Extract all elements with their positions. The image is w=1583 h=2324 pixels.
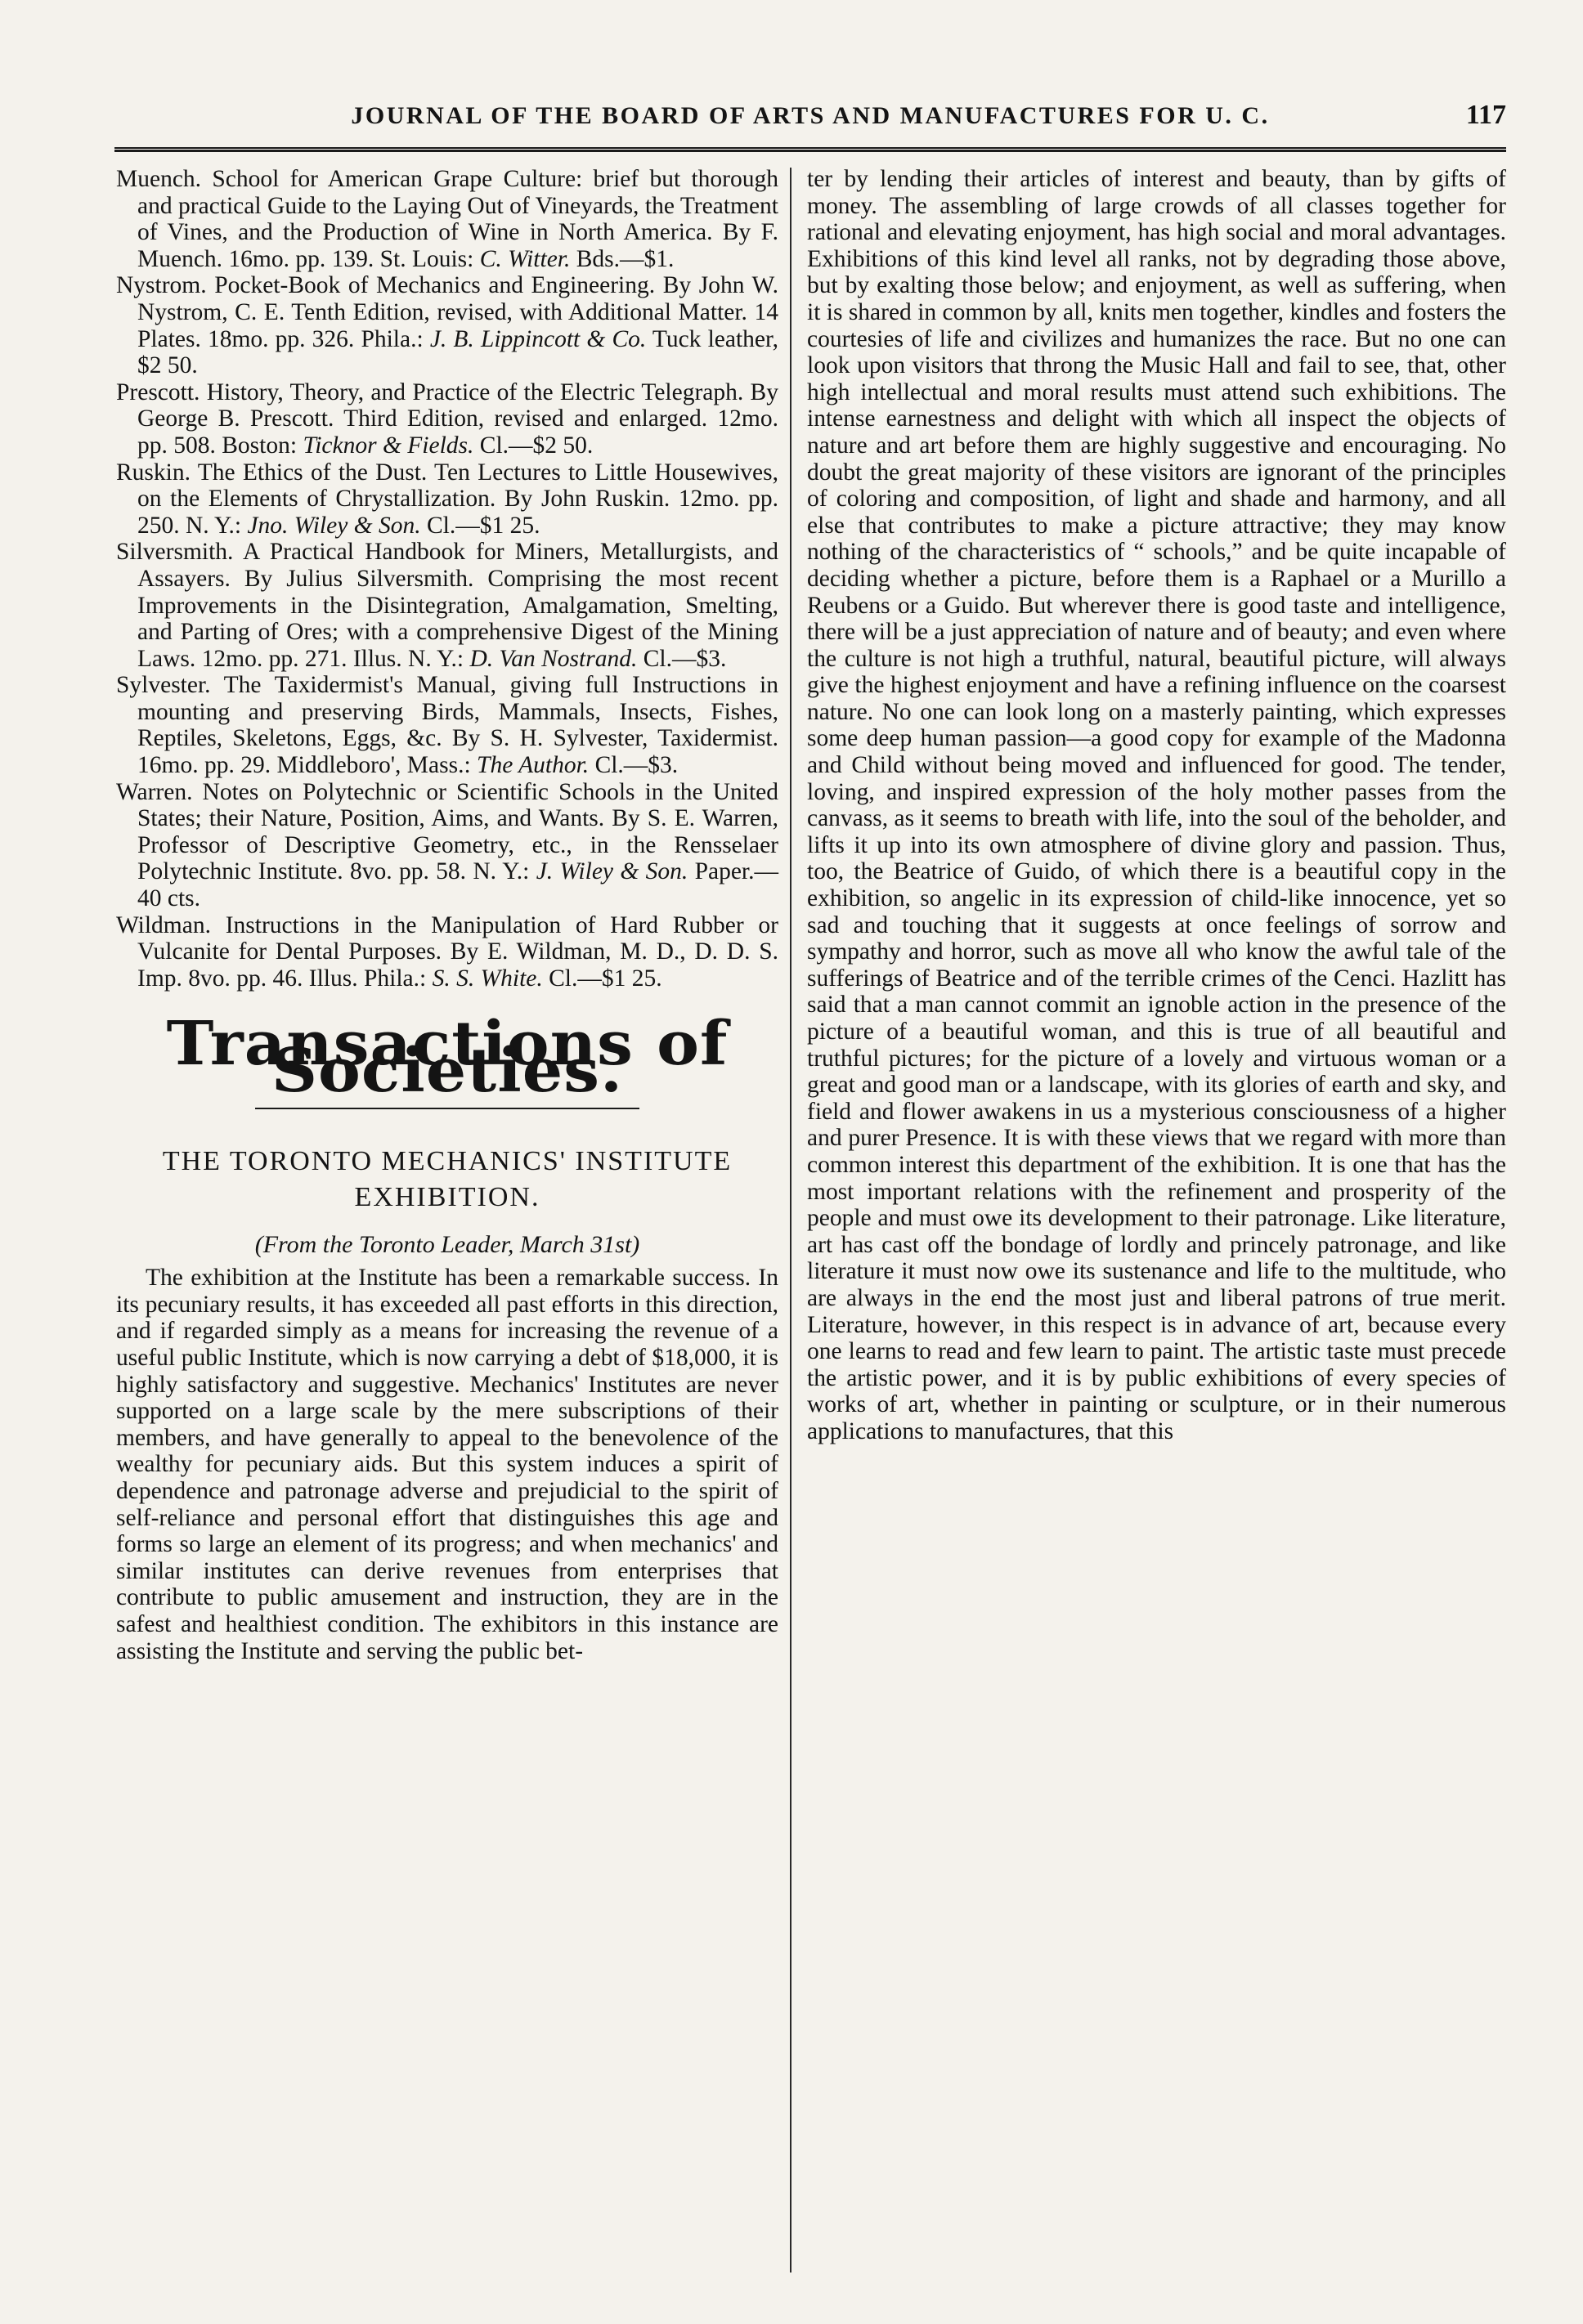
- entry-publisher: D. Van Nostrand.: [469, 645, 638, 672]
- article-continuation: ter by lending their articles of interest and beauty, than by gifts of money. The assembling of large crowds of all classes together for rational and elevating enjoyment, has high social and moral advantages. Exhibitions of this kind level all ranks, not by degrading those above, but by exalting those below; and enjoyment, as well as suffering, when it is shared in common by all, knits men together, kindles and fosters the courtesies of life and civilizes and humanizes the race. But no one can look upon visitors that throng the Music Hall and fail to see, that, other high intellectual and moral results must attend such exhibitions. The intense earnestness and delight with which all inspect the objects of nature and art before them are highly suggestive and encouraging. No doubt the great majority of these visitors are ignorant of the principles of coloring and composition, of light and shade and harmony, and all else that contributes to make a picture attractive; they may know nothing of the characteristics of “ schools,” and be quite incapable of deciding whether a picture, before them is a Raphael or a Murillo a Reubens or a Guido. But wherever there is good taste and intelligence, there will be a just appreciation of nature and of beauty; and even where the culture is not high a truthful, natural, beautiful picture, will always give the highest enjoyment and have a refining influence on the coarsest nature. No one can look long on a masterly painting, which expresses some deep human passion—a good copy for example of the Madonna and Child without being moved and influenced for good. The tender, loving, and inspired expression of the holy mother passes from the canvass, as it seems to breath with life, into the soul of the beholder, and lifts it up into its own atmosphere of divine glory and passion. Thus, too, the Beatrice of Guido, of which there is a beautiful copy in the exhibition, so angelic in its expression of child-like innocence, yet so sad and touching that it suggests at once feelings of sorrow and sympathy and horror, such as move all who know the awful tale of the sufferings of Beatrice and of the terrible crimes of the Cenci. Hazlitt has said that a man cannot commit an ignoble action in the presence of the picture of a beautiful woman, and this is true of all beautiful and truthful pictures; for the picture of a lovely and virtuous woman or a great and good man or a landscape, with its glories of earth and sky, and field and flower awakens in us a mysterious consciousness of a higher and purer Presence. It is with these views that we regard with more than common interest this department of the exhibition. It is one that has the most important relations with the refinement and prosperity of the people and must owe its development to their patronage. Like literature, art has cast off the bondage of lordly and princely patronage, and like literature it must now owe its sustenance and life to the multitude, who are always in the end the most just and liberal patrons of true merit. Literature, however, in this respect is in advance of art, because every one learns to read and few learn to paint. The artistic taste must precede the artistic power, and it is by public exhibitions of every species of works of art, whether in painting or sculpture, or in their numerous applications to manufactures, that this: [807, 166, 1506, 1444]
- entry-details: Cl.—$3.: [643, 645, 727, 672]
- entry-publisher: Jno. Wiley & Son.: [247, 512, 421, 539]
- entry-publisher: S. S. White.: [432, 965, 543, 992]
- entry-title: The Taxidermist's Manual, giving full Instructions in mounting and preserving Birds, Mammals, Insects, Fishes, Reptiles, Skeletons, Eggs, &c. By S. H. Sylvester, Taxidermist. 16mo. pp. 29. Middleboro', Mass.:: [137, 672, 779, 779]
- article-title: THE TORONTO MECHANICS' INSTITUTE EXHIBITION.: [162, 1145, 733, 1212]
- entry-publisher: C. Witter.: [479, 245, 571, 272]
- entry-title: A Practical Handbook for Miners, Metallurgists, and Assayers. By Julius Silversmith. Comprising the most recent Improvements in the Disintegration, Amalgamation, Smelting, and Parting of Ores; with a comprehensive Digest of the Mining Laws. 12mo. pp. 271. Illus. N. Y.:: [137, 539, 778, 672]
- book-entry: [116, 672, 778, 778]
- entry-title: Pocket-Book of Mechanics and Engineering. By John W. Nystrom, C. E. Tenth Edition, revised, with Additional Matter. 14 Plates. 18mo. pp. 326. Phila.:: [137, 272, 779, 352]
- entry-publisher: The Author.: [477, 752, 590, 779]
- entry-author: Sylvester.: [116, 672, 211, 699]
- book-entry: [116, 166, 778, 272]
- book-list: [116, 166, 778, 992]
- entry-title: Notes on Polytechnic or Scientific Schools in the United States; their Nature, Position, Aims, and Wants. By S. E. Warren, Professor of Descriptive Geometry, etc., in the Rensselaer Polytechnic Institute. 8vo. pp. 58. N. Y.:: [137, 778, 779, 885]
- entry-author: Nystrom.: [116, 272, 207, 299]
- entry-publisher: Ticknor & Fields.: [303, 432, 474, 459]
- entry-author: Silversmith.: [116, 539, 234, 566]
- entry-title: History, Theory, and Practice of the Electric Telegraph. By George B. Prescott. Third Edition, revised and enlarged. 12mo. pp. 508. Boston:: [137, 378, 778, 459]
- header-rule: [114, 147, 1506, 152]
- book-entry: [116, 779, 778, 912]
- entry-details: Tuck leather, $2 50.: [137, 325, 779, 379]
- entry-details: Bds.—$1.: [576, 245, 675, 272]
- entry-author: Muench.: [116, 166, 202, 192]
- entry-title: School for American Grape Culture: brief but thorough and practical Guide to the Laying Out of Vineyards, the Treatment of Vines, and the Production of Wine in North America. By F. Muench. 16mo. pp. 139. St. Louis:: [137, 166, 779, 272]
- entry-details: Cl.—$2 50.: [479, 432, 594, 459]
- article-paragraph: The exhibition at the Institute has been a remarkable success. In its pecuniary results, it has exceeded all past efforts in this direction, and if regarded simply as a means for increasing the revenue of a useful public Institute, which is now carrying a debt of $18,000, it is highly satisfactory and suggestive. Mechanics' Institutes are never supported on a large scale by the mere subscriptions of their members, and have generally to appeal to the benevolence of the wealthy for pecuniary aids. But this system induces a spirit of dependence and patronage adverse and prejudicial to the spirit of self-reliance and personal effort that distinguishes this age and forms so large an element of its progress; and when mechanics' and similar institutes can derive revenues from enterprises that contribute to public amusement and instruction, they are in the safest and healthiest condition. The exhibitors in this instance are assisting the Institute and serving the public bet-: [116, 1265, 778, 1664]
- entry-author: Warren.: [116, 778, 193, 805]
- left-column: [116, 166, 778, 1664]
- book-entry: [116, 459, 778, 540]
- section-rule: [255, 1108, 639, 1109]
- entry-title: The Ethics of the Dust. Ten Lectures to Little Housewives, on the Elements of Chrystallization. By John Ruskin. 12mo. pp. 250. N. Y.:: [137, 459, 778, 539]
- entry-author: Prescott.: [116, 378, 200, 405]
- entry-details: Cl.—$3.: [594, 752, 679, 779]
- page-header: [114, 92, 1506, 141]
- section-heading: Transactions of Societies.: [166, 1009, 729, 1106]
- article-source: (From the Toronto Leader, March 31st): [254, 1230, 640, 1258]
- book-entry: [116, 379, 778, 459]
- entry-publisher: J. Wiley & Son.: [536, 858, 688, 885]
- book-entry: [116, 539, 778, 672]
- entry-author: Ruskin.: [116, 459, 191, 486]
- journal-title: JOURNAL OF THE BOARD OF ARTS AND MANUFACTURES FOR U. C.: [351, 102, 1270, 129]
- entry-details: Cl.—$1 25.: [549, 965, 662, 992]
- entry-author: Wildman.: [116, 911, 211, 938]
- book-entry: [116, 912, 778, 992]
- book-entry: [116, 272, 778, 378]
- entry-details: Paper.—40 cts.: [137, 858, 779, 912]
- entry-title: Instructions in the Manipulation of Hard Rubber or Vulcanite for Dental Purposes. By E. Wildman, M. D., D. D. S. Imp. 8vo. pp. 46. Illus. Phila.:: [137, 911, 778, 992]
- right-column: [807, 166, 1506, 1445]
- page-number: 117: [1465, 100, 1506, 130]
- entry-details: Cl.—$1 25.: [427, 512, 540, 539]
- entry-publisher: J. B. Lippincott & Co.: [429, 325, 647, 352]
- column-divider: [790, 168, 792, 2273]
